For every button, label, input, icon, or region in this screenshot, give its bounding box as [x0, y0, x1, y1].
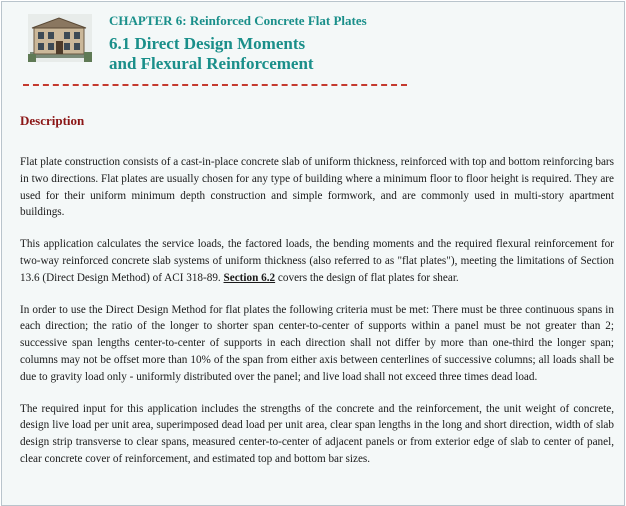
- page-header: [2, 2, 624, 97]
- section-6-2-link[interactable]: Section 6.2: [223, 271, 276, 284]
- paragraph-3: In order to use the Direct Design Method for flat plates the following criteria must be met: There must be three continuous spans in each direction; the ratio of the longer to shorter span center-to-center of supports within a panel must be not greater than 2; successive span lengths center-to-center of supports in each direction shall not differ by more than one-third the longer span; columns may not be offset more than 10% of the span from either axis between centerlines of successive columns; all loads shall be due to gravity load only - uniformly distributed over the panel; and live load shall not exceed three times dead load.: [20, 303, 614, 383]
- building-icon: [28, 14, 92, 62]
- document-body: [20, 154, 614, 483]
- paragraph-2-text: This application calculates the service loads, the factored loads, the bending moments and the required flexural reinforcement for two-way reinforced concrete slab systems of uniform thickness (also referred to as "flat plates"), meeting the limitations of Section 13.6 (Direct Design Method) of ACI 318-89.: [20, 238, 614, 284]
- paragraph-1: Flat plate construction consists of a cast-in-place concrete slab of uniform thickness, reinforced with top and bottom reinforcing bars in two directions. Flat plates are usually chosen for any type of building where a minimum floor to floor height is required. They are used for their uniform minimum depth construction and simple formwork, and are commonly used in multi-story apartment buildings.: [20, 156, 614, 219]
- description-heading: Description: [20, 113, 85, 128]
- document-frame: [1, 1, 625, 506]
- chapter-title: CHAPTER 6: Reinforced Concrete Flat Plates: [109, 13, 367, 28]
- dashed-divider: [23, 84, 407, 86]
- paragraph-4: The required input for this application includes the strengths of the concrete and the reinforcement, the unit weight of concrete, design live load per unit area, superimposed dead load per unit area, clear span lengths in the long and short direction, width of slab design strip transverse to clear spans, measured center-to-center of adjacent panels or from exterior edge of slab to center of panel, clear concrete cover of reinforcement, and estimated top and bottom bar sizes.: [20, 402, 614, 465]
- section-title-line-2: and Flexural Reinforcement: [109, 54, 314, 73]
- paragraph-2-text-end: covers the design of flat plates for shear.: [275, 271, 459, 284]
- paragraph-2: [20, 236, 614, 286]
- section-title-line-1: 6.1 Direct Design Moments: [109, 34, 306, 53]
- section-title: [109, 34, 314, 74]
